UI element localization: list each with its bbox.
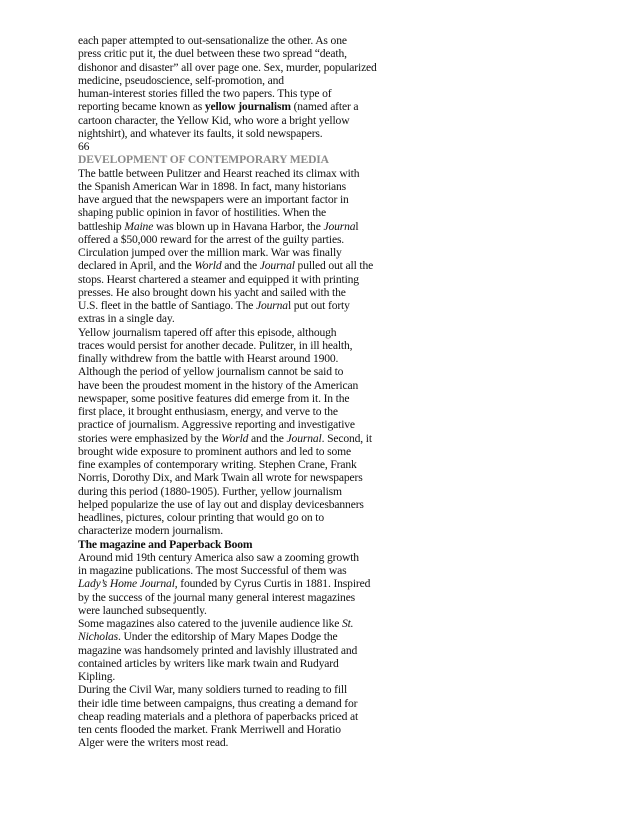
text-line xyxy=(78,114,578,127)
text-segment: declared in April, and the xyxy=(78,259,195,273)
text-line xyxy=(78,286,578,299)
text-line xyxy=(78,140,578,153)
italic-title: Lady’s Home Journal xyxy=(78,577,175,591)
text-line xyxy=(78,511,578,524)
text-segment: contained articles by writers like mark twain and Rudyard xyxy=(78,656,339,670)
text-segment: medicine, pseudoscience, self-promotion, and xyxy=(78,73,284,87)
italic-title: Journa xyxy=(255,299,288,312)
text-segment: (named after a xyxy=(290,100,359,114)
text-line xyxy=(78,577,578,590)
text-line xyxy=(78,564,578,577)
text-line xyxy=(78,591,578,604)
text-line xyxy=(78,710,578,723)
text-line xyxy=(78,471,578,484)
text-segment: first place, it brought enthusiasm, energy, and verve to the xyxy=(78,405,338,418)
text-line xyxy=(78,127,578,140)
text-segment: cheap reading materials and a plethora of paperbacks priced at xyxy=(78,709,359,723)
text-line xyxy=(78,644,578,657)
text-segment: during this period (1880-1905). Further, yellow journalism xyxy=(78,484,342,498)
text-segment: The battle between Pulitzer and Hearst reached its climax with xyxy=(78,166,360,180)
text-line xyxy=(78,299,578,312)
italic-title: Journal xyxy=(286,431,322,445)
text-segment: . Second, it xyxy=(321,431,372,445)
text-segment: . Under the editorship of Mary Mapes Dodge the xyxy=(118,630,338,644)
text-segment: in magazine publications. The most Successful of them was xyxy=(78,564,347,577)
text-segment: fine examples of contemporary writing. Stephen Crane, Frank xyxy=(78,458,357,471)
text-line xyxy=(78,339,578,352)
text-line xyxy=(78,604,578,617)
text-line xyxy=(78,61,578,74)
text-segment: stops. Hearst chartered a steamer and equipped it with printing xyxy=(78,272,359,286)
text-segment: finally withdrew from the battle with Hearst around 1900. xyxy=(78,352,339,365)
text-segment: press critic put it, the duel between these two spread “death, xyxy=(78,47,347,61)
text-segment: extras in a single day. xyxy=(78,312,175,326)
text-line xyxy=(78,617,578,630)
text-segment: battleship xyxy=(78,219,125,233)
text-line xyxy=(78,630,578,643)
text-line xyxy=(78,405,578,418)
text-segment: Although the period of yellow journalism cannot be said to xyxy=(78,365,344,379)
text-line xyxy=(78,352,578,365)
italic-title: World xyxy=(194,259,222,273)
text-line xyxy=(78,379,578,392)
text-line xyxy=(78,524,578,537)
text-segment: offered a $50,000 reward for the arrest of the guilty parties. xyxy=(78,232,345,246)
text-segment: traces would persist for another decade. Pulitzer, in ill health, xyxy=(78,338,353,352)
text-line xyxy=(78,485,578,498)
text-segment: characterize modern journalism. xyxy=(78,524,224,538)
text-segment: ten cents flooded the market. Frank Merriwell and Horatio xyxy=(78,723,341,736)
text-segment: their idle time between campaigns, thus creating a demand for xyxy=(78,696,358,710)
text-segment: nightshirt), and whatever its faults, it sold newspapers. xyxy=(78,126,323,140)
text-segment: magazine was handsomely printed and lavishly illustrated and xyxy=(78,643,358,657)
italic-title: St. xyxy=(341,617,354,630)
text-segment: headlines, pictures, colour printing that would go on to xyxy=(78,511,324,524)
text-line xyxy=(78,220,578,233)
text-segment: helped popularize the use of lay out and display devicesbanners xyxy=(78,497,364,511)
text-line xyxy=(78,723,578,736)
text-line xyxy=(78,246,578,259)
italic-title: Journa xyxy=(323,219,356,233)
text-segment: and the xyxy=(248,431,287,445)
text-segment: Alger were the writers most read. xyxy=(78,736,229,750)
text-segment: shaping public opinion in favor of hostilities. When the xyxy=(78,206,327,220)
text-line xyxy=(78,326,578,339)
text-line xyxy=(78,432,578,445)
text-line xyxy=(78,167,578,180)
text-line xyxy=(78,153,578,166)
text-line xyxy=(78,538,578,551)
text-segment: l xyxy=(355,219,359,233)
text-line xyxy=(78,670,578,683)
text-line xyxy=(78,418,578,431)
italic-title: World xyxy=(221,431,249,445)
text-segment: During the Civil War, many soldiers turned to reading to fill xyxy=(78,683,348,697)
text-segment: Some magazines also catered to the juvenile audience like xyxy=(78,617,342,630)
text-line xyxy=(78,233,578,246)
document-page xyxy=(78,34,578,750)
text-line xyxy=(78,206,578,219)
text-line xyxy=(78,74,578,87)
bold-term: yellow journalism xyxy=(204,100,291,114)
text-line xyxy=(78,180,578,193)
italic-title: Maine xyxy=(124,219,154,233)
text-segment: dishonor and disaster” all over page one. Sex, murder, popularized xyxy=(78,60,377,74)
text-line xyxy=(78,683,578,696)
italic-title: Nicholas xyxy=(78,630,119,644)
text-line xyxy=(78,34,578,47)
text-segment: each paper attempted to out-sensationalize the other. As one xyxy=(78,34,347,47)
text-line xyxy=(78,100,578,113)
text-segment: newspaper, some positive features did emerge from it. In the xyxy=(78,391,350,405)
text-segment: have been the proudest moment in the history of the American xyxy=(78,378,359,392)
text-segment: stories were emphasized by the xyxy=(78,431,222,445)
section-heading: The magazine and Paperback Boom xyxy=(78,537,253,551)
text-line xyxy=(78,458,578,471)
text-segment: the Spanish American War in 1898. In fact, many historians xyxy=(78,179,347,193)
text-segment: practice of journalism. Aggressive reporting and investigative xyxy=(78,418,355,432)
text-line xyxy=(78,736,578,749)
text-line xyxy=(78,312,578,325)
text-segment: was blown up in Havana Harbor, the xyxy=(153,219,324,233)
text-segment: by the success of the journal many general interest magazines xyxy=(78,590,356,604)
text-segment: and the xyxy=(221,259,260,273)
text-segment: reporting became known as xyxy=(78,100,205,114)
text-segment: U.S. fleet in the battle of Santiago. The xyxy=(78,299,256,312)
italic-title: Journal xyxy=(259,259,295,273)
text-line xyxy=(78,259,578,272)
text-segment: presses. He also brought down his yacht and sailed with the xyxy=(78,285,346,299)
text-line xyxy=(78,365,578,378)
text-segment: Kipling. xyxy=(78,670,116,683)
text-segment: brought wide exposure to prominent authors and led to some xyxy=(78,444,352,458)
text-segment: cartoon character, the Yellow Kid, who wore a bright yellow xyxy=(78,113,350,127)
running-header: DEVELOPMENT OF CONTEMPORARY MEDIA xyxy=(78,153,329,167)
text-segment: human-interest stories filled the two papers. This type of xyxy=(78,87,332,100)
text-segment: , founded by Cyrus Curtis in 1881. Inspired xyxy=(174,577,371,591)
text-segment: were launched subsequently. xyxy=(78,603,207,617)
text-line xyxy=(78,551,578,564)
text-line xyxy=(78,273,578,286)
text-segment: Around mid 19th century America also saw a zooming growth xyxy=(78,550,359,564)
text-line xyxy=(78,193,578,206)
text-line xyxy=(78,498,578,511)
text-segment: Norris, Dorothy Dix, and Mark Twain all wrote for newspapers xyxy=(78,471,363,485)
text-line xyxy=(78,47,578,60)
text-segment: 66 xyxy=(78,140,90,153)
text-segment: pulled out all the xyxy=(294,259,374,273)
text-line xyxy=(78,657,578,670)
text-line xyxy=(78,392,578,405)
text-line xyxy=(78,697,578,710)
text-segment: Yellow journalism tapered off after this episode, although xyxy=(78,325,337,339)
text-line xyxy=(78,87,578,100)
text-segment: Circulation jumped over the million mark. War was finally xyxy=(78,246,342,259)
text-segment: l put out forty xyxy=(287,299,350,312)
text-line xyxy=(78,445,578,458)
text-segment: have argued that the newspapers were an important factor in xyxy=(78,193,349,206)
